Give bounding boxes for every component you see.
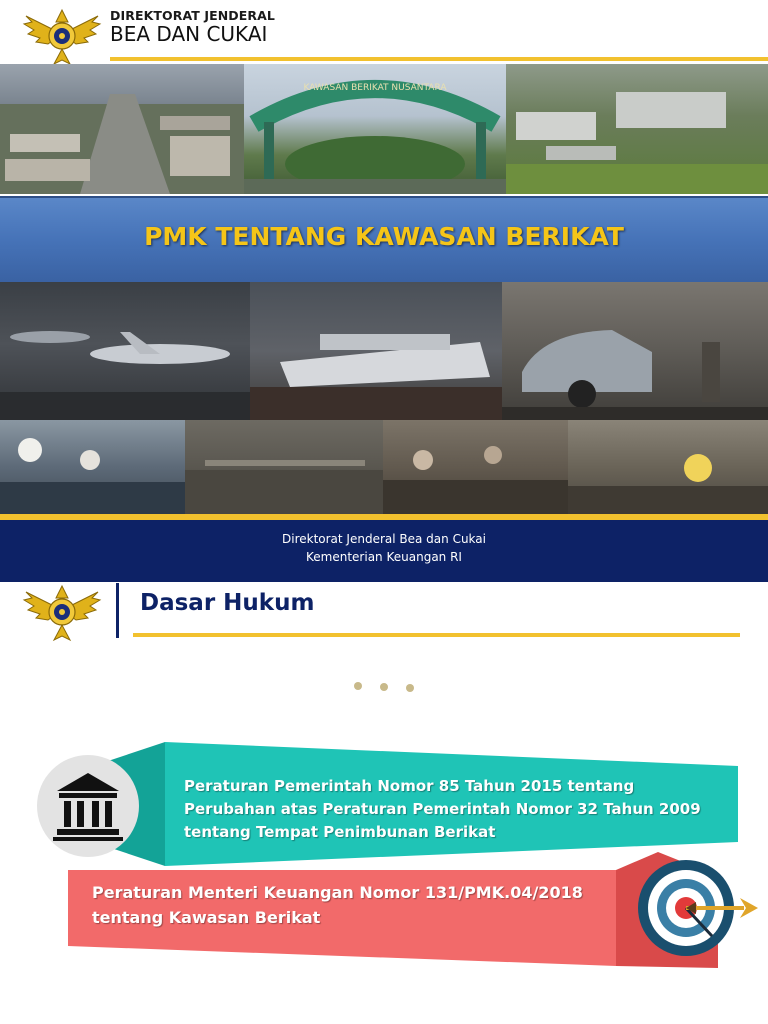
section-title: Dasar Hukum [140,590,315,616]
sewing-line-photo [568,420,768,514]
org-name-main: BEA DAN CUKAI [110,22,268,46]
industrial-area-photo [0,64,244,194]
photo-strip-bottom [0,420,768,514]
footer-line-2: Kementerian Keuangan RI [306,550,462,564]
gate-sign-text: KAWASAN BERIKAT NUSANTARA [303,83,447,93]
section-rule [133,633,740,637]
car-assembly-photo [502,282,768,420]
logo-emblem [22,4,102,68]
textile-workers-photo [383,420,568,514]
customs-emblem-icon [22,4,102,68]
customs-emblem-icon [22,580,102,644]
garment-hall-photo [185,420,383,514]
section-accent-bar [116,583,119,638]
shoe-factory-photo [0,420,185,514]
ellipsis-dot [354,682,362,690]
photo-strip-top [0,64,768,194]
government-building-icon [37,755,139,857]
government-icon-circle [37,755,139,857]
footer-line-1: Direktorat Jenderal Bea dan Cukai [282,532,486,546]
photo-strip-middle [0,282,768,420]
banner-title: PMK TENTANG KAWASAN BERIKAT [144,222,624,251]
item-text-2: Peraturan Menteri Keuangan Nomor 131/PMK.04/2018 tentang Kawasan Berikat [92,883,583,927]
target-arrow-icon [636,858,760,958]
ellipsis-dot [380,683,388,691]
factory-aerial-photo [506,64,768,194]
org-name-top: DIREKTORAT JENDERAL [110,8,275,23]
header-rule [110,57,768,61]
ship-construction-photo [250,282,502,420]
ellipsis-dot [406,684,414,692]
footer-band [0,514,768,582]
kawasan-gate-photo [244,64,506,194]
item-text-1: Peraturan Pemerintah Nomor 85 Tahun 2015 tentang Perubahan atas Peraturan Pemerintah Nomor 32 Tahun 2009 tentang Tempat Penimbunan Berikat [184,777,701,841]
target-icon-circle [636,858,760,958]
aircraft-hangar-photo [0,282,250,420]
logo-emblem-2 [22,580,102,644]
